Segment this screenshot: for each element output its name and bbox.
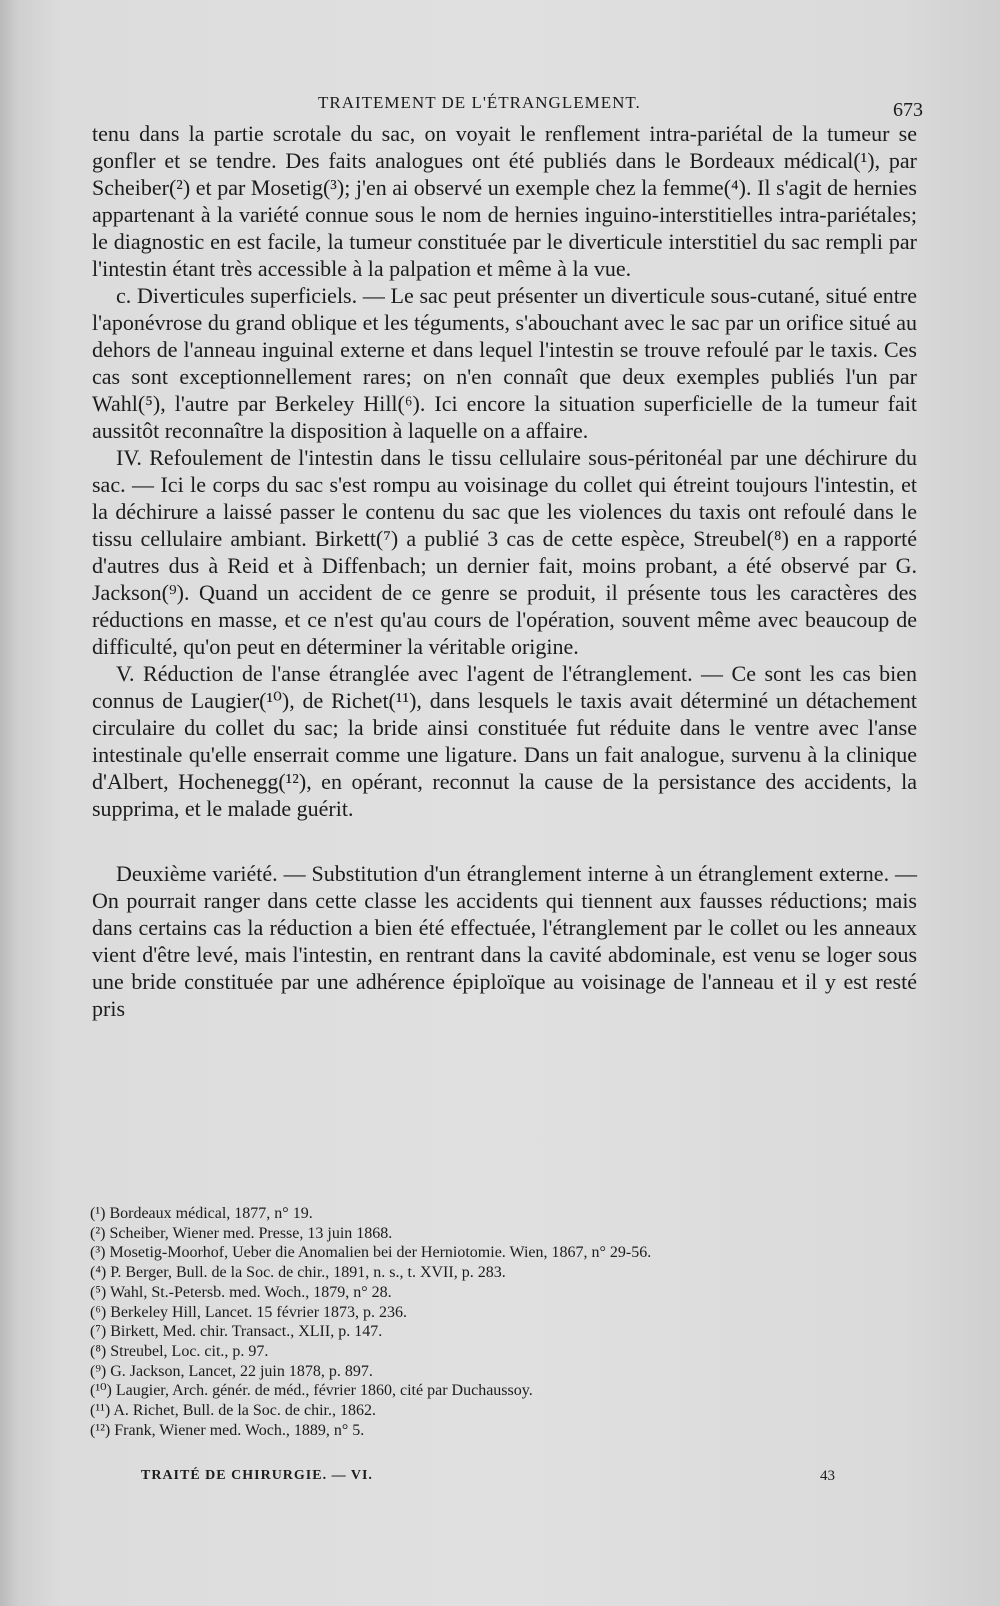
paragraph-diverticules-superficiels: c. Diverticules superficiels. — Le sac peut présenter un diverticule sous-cutané, situé entre l'aponévrose du grand oblique et les téguments, s'abouchant avec le sac par un orifice situé au dehors de l'anneau inguinal externe et dans lequel l'intestin se trouve refoulé par le taxis. Ces cas sont exceptionnellement rares; on n'en connaît que deux exemples publiés l'un par Wahl(⁵), l'autre par Berkeley Hill(⁶). Ici encore la situation superficielle de la tumeur fait aussitôt reconnaître la disposition à laquelle on a affaire. <box>92 283 917 443</box>
footnotes <box>90 1204 915 1440</box>
main-text <box>92 120 917 1022</box>
footnote-7: (⁷) Birkett, Med. chir. Transact., XLII, p. 147. <box>90 1323 383 1341</box>
footnote-8: (⁸) Streubel, Loc. cit., p. 97. <box>90 1342 269 1360</box>
footnote-5: (⁵) Wahl, St.-Petersb. med. Woch., 1879, n° 28. <box>90 1283 392 1301</box>
paragraph-section-v: V. Réduction de l'anse étranglée avec l'agent de l'étranglement. — Ce sont les cas bien connus de Laugier(¹⁰), de Richet(¹¹), dans lesquels le taxis avait déterminé un détachement circulaire du collet du sac; la bride ainsi constituée fut réduite dans le ventre avec l'anse intestinale qu'elle enserrait comme une ligature. Dans un fait analogue, survenu à la clinique d'Albert, Hochenegg(¹²), en opérant, reconnut la cause de la persistance des accidents, la supprima, et le malade guérit. <box>92 661 917 821</box>
page-number: 673 <box>893 99 923 121</box>
paragraph-section-iv: IV. Refoulement de l'intestin dans le tissu cellulaire sous-péritonéal par une déchirure du sac. — Ici le corps du sac s'est rompu au voisinage du collet qui étreint toujours l'intestin, et la déchirure a laissé passer le contenu du sac que les violences du taxis ont refoulé dans le tissu cellulaire ambiant. Birkett(⁷) a publié 3 cas de cette espèce, Streubel(⁸) en a rapporté d'autres dus à Reid et à Diffenbach; un dernier fait, moins probant, a été observé par G. Jackson(⁹). Quand un accident de ce genre se produit, il présente tous les caractères des réductions en masse, et ce n'est qu'au cours de l'opération, souvent même avec beaucoup de difficulté, qu'on peut en déterminer la véritable origine. <box>92 445 917 659</box>
section-gap <box>92 822 917 860</box>
footnote-3: (³) Mosetig-Moorhof, Ueber die Anomalien bei der Herniotomie. Wien, 1867, n° 29-56. <box>90 1244 652 1262</box>
footnote-10: (¹⁰) Laugier, Arch. génér. de méd., février 1860, cité par Duchaussoy. <box>90 1382 533 1400</box>
paragraph-deuxieme-variete: Deuxième variété. — Substitution d'un étranglement interne à un étranglement externe. — On pourrait ranger dans cette classe les accidents qui tiennent aux fausses réductions; mais dans certains cas la réduction a bien été effectuée, l'étranglement par le collet ou les anneaux vient d'être levé, mais l'intestin, en rentrant dans la cavité abdominale, est venu se loger sous une bride constituée par une adhérence épiploïque au voisinage de l'anneau et il y est resté pris <box>92 861 917 1021</box>
footnote-12: (¹²) Frank, Wiener med. Woch., 1889, n° 5. <box>90 1421 365 1439</box>
footnote-4: (⁴) P. Berger, Bull. de la Soc. de chir., 1891, n. s., t. XVII, p. 283. <box>90 1264 506 1282</box>
footnote-1: (¹) Bordeaux médical, 1877, n° 19. <box>90 1205 313 1222</box>
footnote-6: (⁶) Berkeley Hill, Lancet. 15 février 1873, p. 236. <box>90 1303 408 1321</box>
footer-book-title: TRAITÉ DE CHIRURGIE. — VI. <box>141 1468 373 1483</box>
signature-mark: 43 <box>820 1468 835 1484</box>
footnote-9: (⁹) G. Jackson, Lancet, 22 juin 1878, p. 897. <box>90 1362 373 1380</box>
running-head: TRAITEMENT DE L'ÉTRANGLEMENT. <box>318 93 641 112</box>
paragraph-1: tenu dans la partie scrotale du sac, on voyait le renflement intra-pariétal de la tumeur se gonfler et se tendre. Des faits analogues ont été publiés dans le Bordeaux médical(¹), par Scheiber(²) et par Mosetig(³); j'en ai observé un exemple chez la femme(⁴). Il s'agit de hernies appartenant à la variété connue sous le nom de hernies inguino-interstitielles intra-pariétales; le diagnostic en est facile, la tumeur constituée par le diverticule interstitiel du sac rempli par l'intestin étant très accessible à la palpation et même à la vue. <box>92 121 917 281</box>
footnote-2: (²) Scheiber, Wiener med. Presse, 13 juin 1868. <box>90 1224 393 1242</box>
footnote-11: (¹¹) A. Richet, Bull. de la Soc. de chir., 1862. <box>90 1402 376 1420</box>
